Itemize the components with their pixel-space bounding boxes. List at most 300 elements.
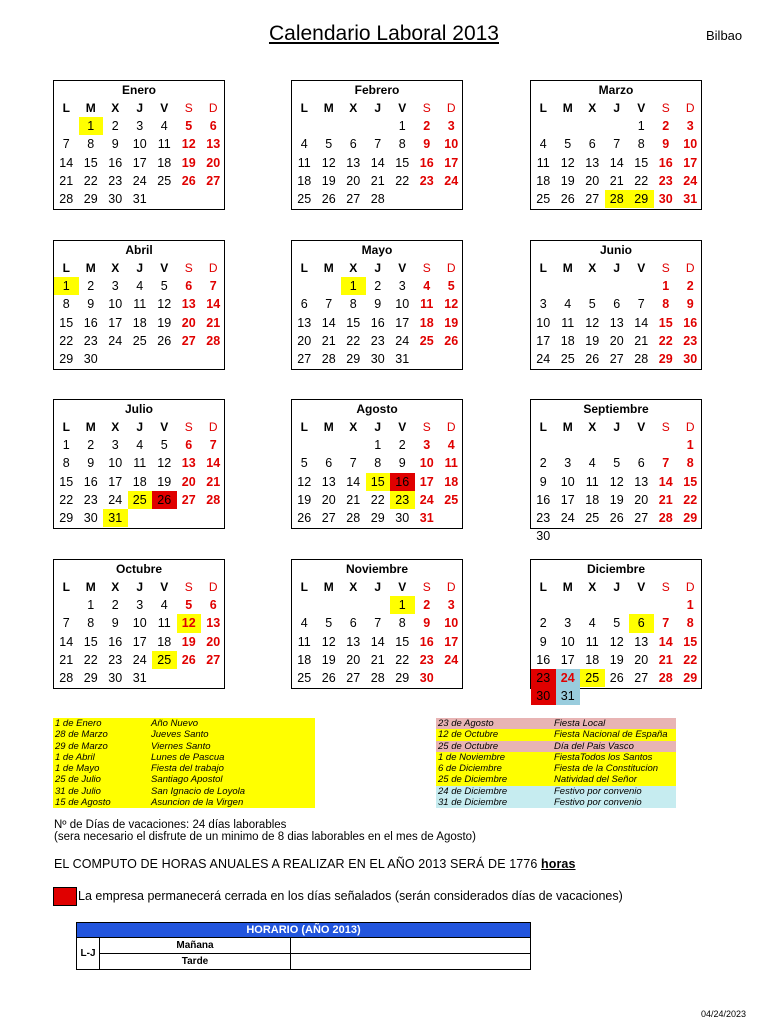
day-cell: 5 (185, 119, 193, 134)
weekday-header: J (613, 261, 621, 275)
day-cell: 10 (536, 315, 551, 330)
day-grid (292, 259, 462, 368)
legend-date: 29 de Marzo (55, 740, 108, 752)
month-name: Febrero (354, 83, 400, 97)
weekday-header: L (62, 101, 70, 115)
empty-cell (54, 117, 79, 135)
day-cell: 20 (297, 333, 312, 348)
day-grid (54, 259, 224, 368)
legend-holiday: Jueves Santo (151, 729, 209, 741)
weekday-header: X (588, 580, 597, 594)
day-cell: 12 (444, 297, 459, 312)
day-cell: 14 (609, 155, 624, 170)
legend-date: 31 de Diciembre (438, 797, 508, 809)
weekday-header: D (446, 101, 456, 115)
legend-holiday: FiestaTodos los Santos (554, 751, 653, 763)
weekday-header: X (588, 261, 597, 275)
weekday-header: J (374, 420, 382, 434)
day-cell: 22 (83, 652, 98, 667)
weekday-header: L (62, 261, 70, 275)
legend-date: 1 de Enero (55, 718, 102, 729)
weekday-header: S (184, 261, 193, 275)
day-cell: 22 (683, 652, 698, 667)
day-cell: 30 (658, 191, 673, 206)
day-cell: 17 (444, 634, 459, 649)
day-cell: 22 (346, 333, 361, 348)
day-cell: 26 (585, 351, 600, 366)
day-cell: 19 (157, 474, 172, 489)
day-cell: 6 (588, 137, 596, 152)
legend-date: 12 de Octubre (438, 729, 499, 741)
day-cell: 6 (637, 456, 645, 471)
weekday-header: L (300, 420, 308, 434)
day-cell: 22 (59, 333, 74, 348)
month-septiembre (530, 399, 702, 544)
weekday-header: V (160, 420, 169, 434)
day-cell: 19 (321, 173, 336, 188)
weekday-header: J (136, 101, 144, 115)
day-cell: 11 (536, 155, 550, 170)
day-cell: 1 (54, 277, 79, 295)
day-cell: 15 (59, 474, 74, 489)
day-cell: 3 (447, 119, 455, 134)
day-cell: 17 (560, 652, 575, 667)
empty-cell (629, 277, 654, 295)
weekday-header: L (539, 261, 547, 275)
day-cell: 19 (297, 492, 312, 507)
day-cell: 8 (686, 616, 694, 631)
month-name: Diciembre (586, 562, 646, 576)
day-cell: 13 (609, 315, 624, 330)
weekday-header: D (208, 101, 218, 115)
day-cell: 29 (683, 670, 698, 685)
day-cell: 17 (536, 333, 551, 348)
day-cell: 27 (297, 351, 312, 366)
weekday-header: S (661, 101, 670, 115)
day-cell: 3 (447, 598, 455, 613)
day-cell: 11 (157, 137, 171, 152)
day-cell: 12 (609, 474, 624, 489)
empty-cell (580, 436, 605, 454)
empty-cell (556, 277, 581, 295)
schedule-afternoon-label: Tarde (100, 954, 291, 970)
weekday-header: M (562, 580, 573, 594)
day-cell: 27 (181, 492, 196, 507)
weekday-header: J (613, 101, 621, 115)
day-grid (531, 578, 701, 705)
day-cell: 23 (531, 669, 556, 687)
empty-cell (292, 277, 317, 295)
day-cell: 22 (658, 333, 673, 348)
day-cell: 8 (637, 137, 645, 152)
day-cell: 8 (349, 297, 357, 312)
day-cell: 21 (609, 173, 624, 188)
day-cell: 28 (321, 351, 336, 366)
day-cell: 23 (83, 492, 98, 507)
day-cell: 4 (300, 137, 308, 152)
day-cell: 25 (152, 651, 177, 669)
page-title (0, 22, 768, 46)
legend-date: 31 de Julio (55, 785, 101, 797)
month-name: Abril (125, 243, 153, 257)
weekday-header: J (374, 580, 382, 594)
month-name: Julio (124, 402, 153, 416)
day-cell: 26 (297, 510, 312, 525)
day-grid (531, 418, 701, 545)
weekday-header: M (323, 420, 334, 434)
empty-cell (292, 117, 317, 135)
day-cell: 11 (561, 315, 575, 330)
weekday-header: V (637, 420, 646, 434)
legend-row (53, 786, 315, 797)
day-cell: 31 (132, 191, 147, 206)
day-cell: 26 (181, 173, 196, 188)
day-cell: 9 (662, 137, 670, 152)
day-cell: 23 (390, 491, 415, 509)
day-cell: 24 (560, 510, 575, 525)
schedule-header: HORARIO (AÑO 2013) (77, 923, 531, 938)
day-cell: 27 (206, 652, 221, 667)
day-cell: 2 (111, 598, 119, 613)
legend-holiday: Asuncion de la Virgen (151, 797, 244, 809)
legend-holiday: Fiesta de la Constitucion (554, 763, 659, 775)
day-cell: 17 (395, 315, 410, 330)
month-name: Octubre (115, 562, 162, 576)
day-cell: 13 (206, 616, 221, 631)
day-cell: 25 (560, 351, 575, 366)
day-cell: 13 (321, 474, 336, 489)
empty-cell (317, 436, 342, 454)
legend-row (53, 774, 315, 785)
day-cell: 4 (564, 297, 572, 312)
day-cell: 15 (366, 473, 391, 491)
day-cell: 5 (613, 616, 621, 631)
day-cell: 8 (398, 137, 406, 152)
empty-cell (605, 117, 630, 135)
day-cell: 14 (206, 297, 221, 312)
day-cell: 5 (185, 598, 193, 613)
day-cell: 29 (83, 670, 98, 685)
day-cell: 1 (398, 119, 406, 134)
day-cell: 16 (83, 474, 98, 489)
day-cell: 3 (136, 598, 144, 613)
day-cell: 16 (658, 155, 673, 170)
weekday-header: M (323, 580, 334, 594)
empty-cell (556, 436, 581, 454)
day-cell: 19 (609, 652, 624, 667)
day-cell: 26 (181, 652, 196, 667)
empty-cell (531, 596, 556, 614)
legend-row (436, 752, 676, 763)
day-cell: 26 (560, 191, 575, 206)
day-cell: 30 (683, 351, 698, 366)
day-cell: 17 (444, 155, 459, 170)
weekday-header: D (685, 420, 695, 434)
day-cell: 15 (658, 315, 673, 330)
day-cell: 20 (634, 652, 649, 667)
weekday-header: L (62, 420, 70, 434)
month-febrero (291, 80, 463, 210)
weekday-header: L (300, 261, 308, 275)
day-cell: 10 (560, 634, 575, 649)
day-cell: 4 (136, 438, 144, 453)
day-cell: 18 (297, 652, 312, 667)
day-cell: 6 (349, 616, 357, 631)
day-cell: 29 (395, 670, 410, 685)
empty-cell (580, 596, 605, 614)
day-cell: 24 (444, 173, 459, 188)
day-cell: 18 (157, 634, 172, 649)
day-cell: 15 (83, 634, 98, 649)
legend-left (53, 718, 315, 808)
day-cell: 12 (321, 634, 336, 649)
legend-row (53, 741, 315, 752)
day-cell: 7 (209, 438, 217, 453)
day-cell: 29 (83, 191, 98, 206)
legend-date: 25 de Diciembre (438, 774, 508, 786)
weekday-header: V (398, 580, 407, 594)
legend-date: 28 de Marzo (55, 729, 108, 741)
day-cell: 15 (683, 474, 698, 489)
weekday-header: S (184, 420, 193, 434)
day-cell: 3 (539, 297, 547, 312)
month-name: Septiembre (583, 402, 649, 416)
day-cell: 18 (132, 474, 147, 489)
month-agosto (291, 399, 463, 529)
day-cell: 20 (181, 474, 196, 489)
day-cell: 31 (103, 509, 128, 527)
day-cell: 5 (564, 137, 572, 152)
day-cell: 8 (662, 297, 670, 312)
legend-row (436, 729, 676, 740)
day-cell: 7 (613, 137, 621, 152)
day-cell: 8 (62, 456, 70, 471)
annual-hours-unit: horas (540, 857, 576, 871)
day-cell: 30 (108, 670, 123, 685)
month-julio (53, 399, 225, 529)
day-cell: 3 (564, 456, 572, 471)
empty-cell (54, 596, 79, 614)
empty-cell (629, 436, 654, 454)
day-cell: 2 (87, 438, 95, 453)
month-name: Noviembre (345, 562, 409, 576)
closed-days-note: La empresa permanecerá cerrada en los días señalados (serán considerados días de vacaciones) (78, 889, 623, 903)
vacation-days: Nº de Días de vacaciones: 24 días laborables (54, 819, 287, 831)
day-cell: 29 (683, 510, 698, 525)
day-cell: 28 (634, 351, 649, 366)
day-cell: 2 (539, 456, 547, 471)
day-cell: 28 (59, 191, 74, 206)
day-cell: 1 (341, 277, 366, 295)
day-cell: 12 (181, 137, 196, 152)
legend-row (436, 763, 676, 774)
legend-date: 23 de Agosto (438, 718, 494, 729)
day-cell: 30 (536, 529, 551, 544)
legend-holiday: Viernes Santo (151, 740, 211, 752)
day-cell: 16 (108, 634, 123, 649)
day-cell: 20 (634, 492, 649, 507)
day-cell: 7 (349, 456, 357, 471)
day-cell: 18 (585, 652, 600, 667)
day-cell: 5 (447, 279, 455, 294)
day-cell: 24 (108, 492, 123, 507)
weekday-header: V (160, 580, 169, 594)
day-cell: 28 (206, 492, 221, 507)
day-cell: 28 (206, 333, 221, 348)
weekday-header: M (562, 261, 573, 275)
empty-cell (580, 117, 605, 135)
legend-date: 1 de Mayo (55, 763, 100, 775)
day-cell: 17 (419, 474, 434, 489)
day-cell: 29 (59, 351, 74, 366)
weekday-header: V (160, 261, 169, 275)
day-cell: 14 (321, 315, 336, 330)
day-cell: 2 (539, 616, 547, 631)
day-cell: 20 (321, 492, 336, 507)
weekday-header: D (208, 420, 218, 434)
schedule-morning-value[interactable] (291, 938, 531, 954)
day-cell: 11 (444, 456, 458, 471)
day-cell: 1 (87, 598, 95, 613)
legend-row (53, 752, 315, 763)
day-cell: 25 (419, 333, 434, 348)
weekday-header: S (184, 101, 193, 115)
day-cell: 9 (111, 616, 119, 631)
day-cell: 15 (346, 315, 361, 330)
day-cell: 11 (133, 456, 147, 471)
day-cell: 27 (585, 191, 600, 206)
day-cell: 16 (370, 315, 385, 330)
day-cell: 27 (634, 670, 649, 685)
day-cell: 19 (157, 315, 172, 330)
day-grid (54, 418, 224, 527)
day-cell: 7 (374, 616, 382, 631)
empty-cell (531, 436, 556, 454)
empty-cell (317, 277, 342, 295)
day-cell: 28 (59, 670, 74, 685)
day-cell: 13 (346, 155, 361, 170)
day-cell: 2 (111, 119, 119, 134)
legend-holiday: Día del Pais Vasco (554, 740, 634, 752)
day-cell: 7 (325, 297, 333, 312)
weekday-header: J (374, 101, 382, 115)
day-cell: 10 (444, 616, 459, 631)
day-cell: 1 (662, 279, 670, 294)
legend-holiday: San Ignacio de Loyola (151, 785, 246, 797)
schedule-afternoon-value[interactable] (291, 954, 531, 970)
day-cell: 16 (419, 634, 434, 649)
day-cell: 7 (374, 137, 382, 152)
day-cell: 9 (398, 456, 406, 471)
day-cell: 11 (133, 297, 147, 312)
day-cell: 25 (297, 191, 312, 206)
footer-date: 04/24/2023 (701, 1009, 747, 1019)
weekday-header: X (349, 101, 358, 115)
day-cell: 10 (132, 137, 147, 152)
month-diciembre (530, 559, 702, 704)
legend-holiday: Fiesta Local (554, 718, 606, 729)
weekday-header: S (184, 580, 193, 594)
weekday-header: L (539, 420, 547, 434)
day-cell: 2 (398, 438, 406, 453)
day-cell: 12 (321, 155, 336, 170)
day-cell: 16 (536, 652, 551, 667)
day-cell: 6 (185, 279, 193, 294)
day-cell: 19 (609, 492, 624, 507)
day-cell: 9 (111, 137, 119, 152)
day-cell: 8 (398, 616, 406, 631)
day-cell: 26 (609, 670, 624, 685)
legend-holiday: Fiesta Nacional de España (554, 729, 668, 741)
day-cell: 7 (62, 137, 70, 152)
day-cell: 12 (585, 315, 600, 330)
empty-cell (317, 596, 342, 614)
day-cell: 14 (634, 315, 649, 330)
day-cell: 10 (395, 297, 410, 312)
day-cell: 27 (181, 333, 196, 348)
day-cell: 22 (395, 173, 410, 188)
day-cell: 17 (683, 155, 698, 170)
day-cell: 9 (87, 456, 95, 471)
day-cell: 1 (686, 438, 694, 453)
day-cell: 2 (423, 119, 431, 134)
legend-date: 15 de Agosto (55, 797, 111, 809)
day-cell: 21 (206, 315, 221, 330)
day-cell: 4 (447, 438, 455, 453)
legend-row (436, 797, 676, 808)
day-cell: 26 (444, 333, 459, 348)
legend-date: 25 de Julio (55, 774, 101, 786)
weekday-header: V (398, 420, 407, 434)
legend-holiday: Santiago Apostol (151, 774, 223, 786)
weekday-header: J (613, 420, 621, 434)
legend-holiday: Festivo por convenio (554, 785, 642, 797)
day-cell: 6 (613, 297, 621, 312)
weekday-header: J (374, 261, 382, 275)
day-cell: 25 (128, 491, 153, 509)
vacation-note: (sera necesario el disfrute de un minimo de 8 dias laborables en el mes de Agosto) (54, 831, 476, 843)
weekday-header: J (136, 261, 144, 275)
day-cell: 14 (59, 155, 74, 170)
legend-date: 24 de Diciembre (438, 785, 508, 797)
weekday-header: X (111, 101, 120, 115)
day-cell: 18 (536, 173, 551, 188)
weekday-header: D (446, 580, 456, 594)
day-cell: 5 (613, 456, 621, 471)
day-cell: 21 (658, 492, 673, 507)
month-junio (530, 240, 702, 370)
day-cell: 14 (370, 634, 385, 649)
day-cell: 10 (108, 456, 123, 471)
day-grid (54, 99, 224, 208)
month-name: Junio (600, 243, 632, 257)
day-cell: 7 (662, 616, 670, 631)
month-octubre (53, 559, 225, 689)
annual-hours-text: EL COMPUTO DE HORAS ANUALES A REALIZAR EN EL AÑO 2013 SERÁ DE 1776 (54, 857, 541, 871)
legend-row (436, 718, 676, 729)
day-cell: 27 (634, 510, 649, 525)
day-cell: 18 (157, 155, 172, 170)
day-cell: 8 (686, 456, 694, 471)
day-cell: 25 (536, 191, 551, 206)
day-cell: 4 (160, 598, 168, 613)
day-cell: 15 (683, 634, 698, 649)
weekday-header: D (446, 261, 456, 275)
day-cell: 25 (585, 510, 600, 525)
day-cell: 12 (560, 155, 575, 170)
weekday-header: M (85, 101, 96, 115)
day-cell: 22 (83, 173, 98, 188)
